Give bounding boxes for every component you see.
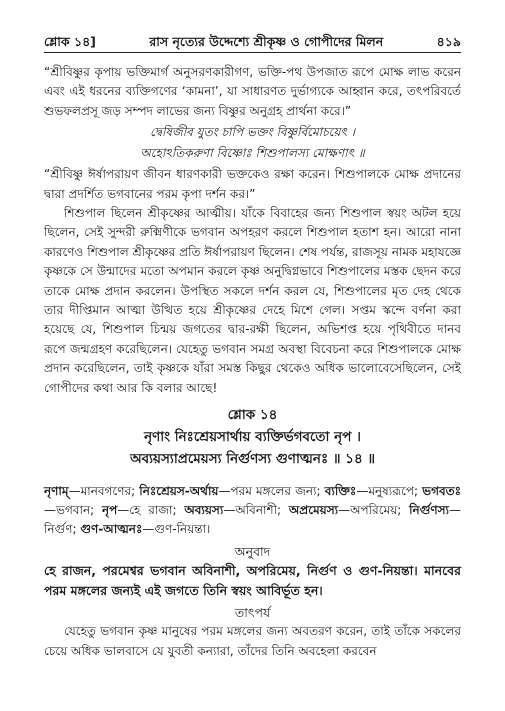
running-head <box>44 34 461 50</box>
synonym-meaning: হে রাজা <box>129 503 173 518</box>
quote-paragraph-1: “শ্রীবিষ্ণুর কৃপায় ভক্তিমার্গ অনুসরণকারীগণ, ভক্তি-পথ উপজাত রূপে মোক্ষ লাভ করেন এবং এই ধরনের ব্যক্তিগণের ‘কামনা’, যা সাধারণত দুর্ভাগ্যকে আহ্বান করে, তৎপরিবর্তে শুভফলপ্রসূ জড় সম্পদ লাভের জন্য বিষ্ণুর অনুগ্রহ প্রার্থনা করে।” <box>44 65 461 118</box>
verse-heading: শ্লোক ১৪ <box>227 407 278 424</box>
synonym-word: ব্যক্তিঃ <box>324 484 357 499</box>
body-paragraph: শিশুপাল ছিলেন শ্রীকৃষ্ণের আত্মীয়। যাঁকে বিবাহের জন্য শিশুপাল স্বয়ং অটল হয়ে ছিলেন, সেই সুন্দরী রুক্মিণীকে ভগবান অপহরণ করলে শিশুপাল হতাশ হন। আরো নানা কারণেও শিশুপাল শ্রীকৃষ্ণের প্রতি ঈর্ষাপরায়ণ ছিলেন। শেষ পর্যন্ত, রাজসূয় নামক মহাযজ্ঞে কৃষ্ণকে সে উন্মাদের মতো অপমান করলে কৃষ্ণ অনুদ্বিগ্নভাবে শিশুপালের মস্তক ছেদন করে তাকে মোক্ষ প্রদান করলেন। উপস্থিত সকলে দর্শন করল যে, শিশুপালের মৃত দেহ থেকে তার দীপ্তিমান আত্মা উত্থিত হয়ে শ্রীকৃষ্ণের দেহে মিশে গেল। সপ্তম স্কন্দে বর্ণনা করা হয়েছে যে, শিশুপাল চিন্ময় জগতের দ্বার-রক্ষী ছিলেন, অভিশপ্ত হয়ে পৃথিবীতে দানব রূপে জন্মগ্রহণ করেছিলেন। যেহেতু ভগবান সমগ্র অবস্থা বিবেচনা করে শিশুপালকে মোক্ষ প্রদান করেছিলেন, তাই কৃষ্ণকে যাঁরা সমস্ত কিছুর থেকেও অধিক ভালোবেসেছিলেন, সেই গোপীদের কথা আর কি বলার আছে! <box>44 206 461 395</box>
synonym-word: অপ্রমেয়স্য <box>288 503 339 518</box>
purport-text: যেহেতু ভগবান কৃষ্ণ মানুষের পরম মঙ্গলের জন্য অবতরণ করেন, তাই তাঁকে সকলের চেয়ে অধিক ভালবাসে যে যুবতী কন্যারা, তাঁদের তিনি অবহেলা করবেন <box>44 624 461 658</box>
synonym-meaning: মানবগণের <box>80 484 132 499</box>
synonyms: নৃণাম্—মানবগণের; নিঃশ্রেয়স-অর্থায়—পরম মঙ্গলের জন্য; ব্যক্তিঃ—মনুষ্যরূপে; ভগবতঃ—ভগবান; নৃপ—হে রাজা; অব্যয়স্য—অবিনাশী; অপ্রমেয়স্য—অপরিমেয়; নির্গুণস্য—নির্গুণ; গুণ-আত্মনঃ—গুণ-নিয়ন্তা। <box>44 484 462 537</box>
verse-line-1: নৃণাং নিঃশ্রেয়সার্থায় ব্যক্তির্ভগবতো নৃপ । <box>144 429 361 446</box>
quoted-verse-line-1: দ্বেষিজীব যুতং চাপি ভক্তং বিষ্ণুর্বিমোচয়েৎ । <box>149 125 356 140</box>
synonym-word: নৃণাম্ <box>44 484 69 499</box>
synonym-meaning: অবিনাশী <box>235 503 278 518</box>
synonym-word: গুণ-আত্মনঃ <box>80 522 143 537</box>
synonym-word: নিঃশ্রেয়স-অর্থায় <box>139 484 219 499</box>
header-rule <box>44 52 461 53</box>
synonym-meaning: পরম মঙ্গলের জন্য <box>230 484 317 499</box>
translation-title: অনুবাদ <box>234 544 271 560</box>
synonym-meaning: অপরিমেয় <box>350 503 398 518</box>
verse-line-2: অব্যয়স্যাপ্রমেয়স্য নির্গুণস্য গুণাত্মনঃ ॥ ১৪ ॥ <box>129 451 376 468</box>
translation: হে রাজন, পরমেশ্বর ভগবান অবিনাশী, অপরিমেয়, নির্গুণ ও গুণ-নিয়ন্তা। মানবের পরম মঙ্গলের জন্যই এই জগতে তিনি স্বয়ং আবির্ভূত হন। <box>44 563 461 598</box>
synonym-word: নৃপ <box>101 503 118 518</box>
synonym-meaning: নির্গুণ <box>44 522 73 537</box>
quote-paragraph-2: “শ্রীবিষ্ণু ঈর্ষাপরায়ণ জীবন ধারণকারী ভক্তকেও রক্ষা করেন। শিশুপালকে মোক্ষ প্রদানের দ্বারা প্রদর্শিত ভগবানের পরম কৃপা দর্শন কর।” <box>44 167 461 201</box>
purport-title: তাৎপর্য <box>234 605 271 621</box>
synonym-meaning: গুণ-নিয়ন্তা <box>154 522 207 537</box>
synonym-word: অব্যয়স্য <box>184 503 224 518</box>
header-verse-ref: শ্লোক ১৪] <box>44 34 96 49</box>
synonym-meaning: ভগবান <box>56 503 91 518</box>
quoted-verse-line-2: অহোঽতিকরুণা বিষ্ণোঃ শিশুপালস্য মোক্ষণাৎ ॥ <box>140 146 365 161</box>
synonym-word: ভগবতঃ <box>422 484 462 499</box>
page-number: ৪১৯ <box>436 34 461 49</box>
header-chapter-title: রাস নৃত্যের উদ্দেশ্যে শ্রীকৃষ্ণ ও গোপীদের মিলন <box>149 34 384 49</box>
synonym-meaning: মনুষ্যরূপে <box>368 484 414 499</box>
synonym-word: নির্গুণস্য <box>409 503 450 518</box>
